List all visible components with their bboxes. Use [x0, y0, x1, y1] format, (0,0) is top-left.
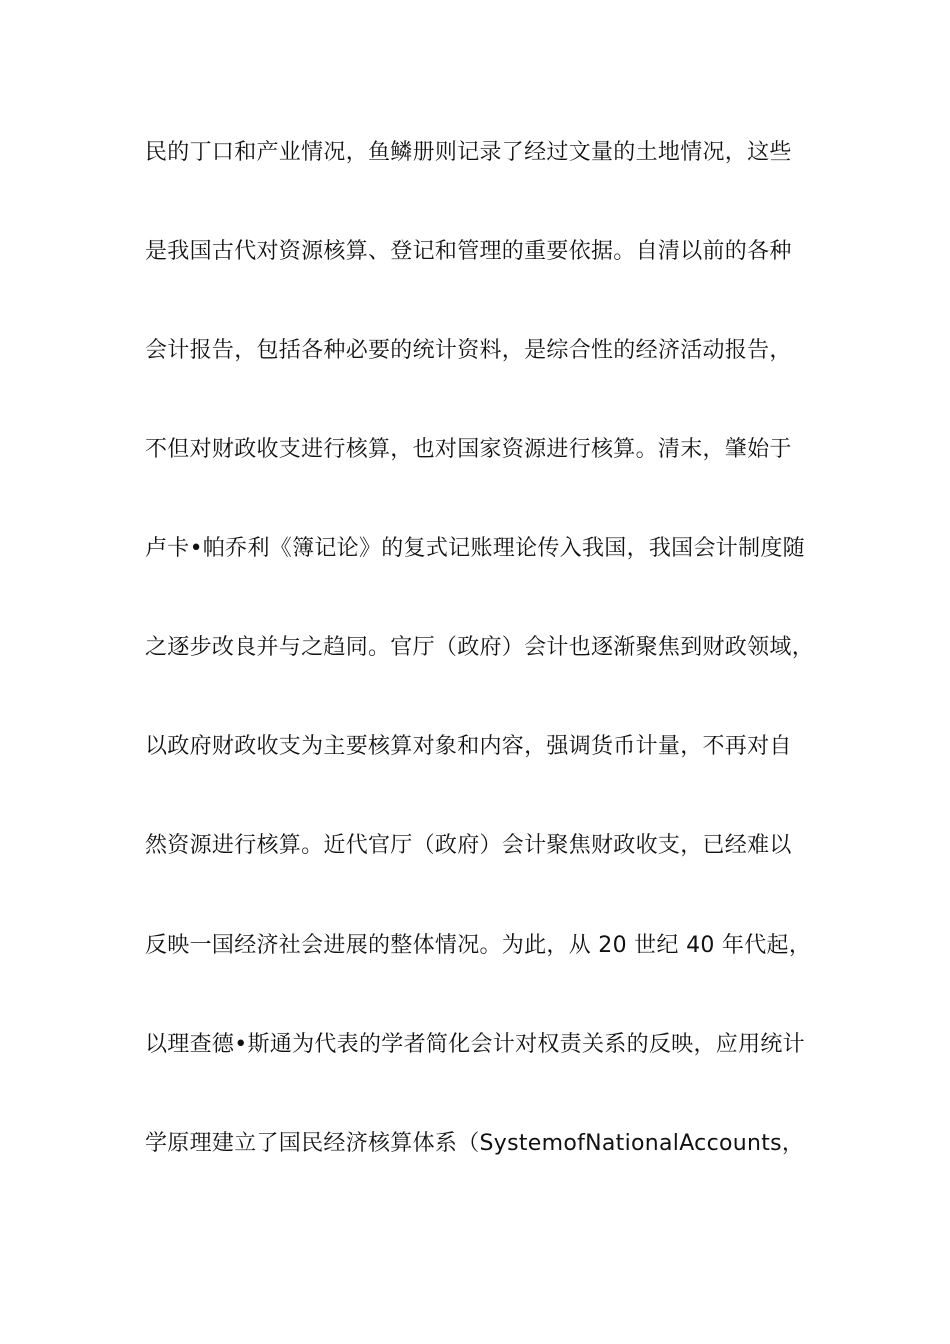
text-line: 以理查德•斯通为代表的学者简化会计对权责关系的反映，应用统计 — [145, 1032, 805, 1057]
text-line: 不但对财政收支进行核算，也对国家资源进行核算。清末，肇始于 — [145, 437, 792, 462]
text-line: 以政府财政收支为主要核算对象和内容，强调货币计量，不再对自 — [145, 734, 792, 759]
text-line: 卢卡•帕乔利《簿记论》的复式记账理论传入我国，我国会计制度随 — [145, 536, 805, 561]
text-line: 之逐步改良并与之趋同。官厅（政府）会计也逐渐聚焦到财政领域， — [145, 635, 815, 660]
text-line: 是我国古代对资源核算、登记和管理的重要依据。自清以前的各种 — [145, 239, 792, 264]
text-line: 学原理建立了国民经济核算体系（SystemofNationalAccounts， — [145, 1131, 805, 1156]
text-line: 会计报告，包括各种必要的统计资料，是综合性的经济活动报告， — [145, 338, 792, 363]
text-line: 反映一国经济社会进展的整体情况。为此，从 20 世纪 40 年代起， — [145, 933, 812, 958]
text-line: 民的丁口和产业情况，鱼鳞册则记录了经过文量的土地情况，这些 — [145, 140, 792, 165]
text-line: 然资源进行核算。近代官厅（政府）会计聚焦财政收支，已经难以 — [145, 833, 792, 858]
